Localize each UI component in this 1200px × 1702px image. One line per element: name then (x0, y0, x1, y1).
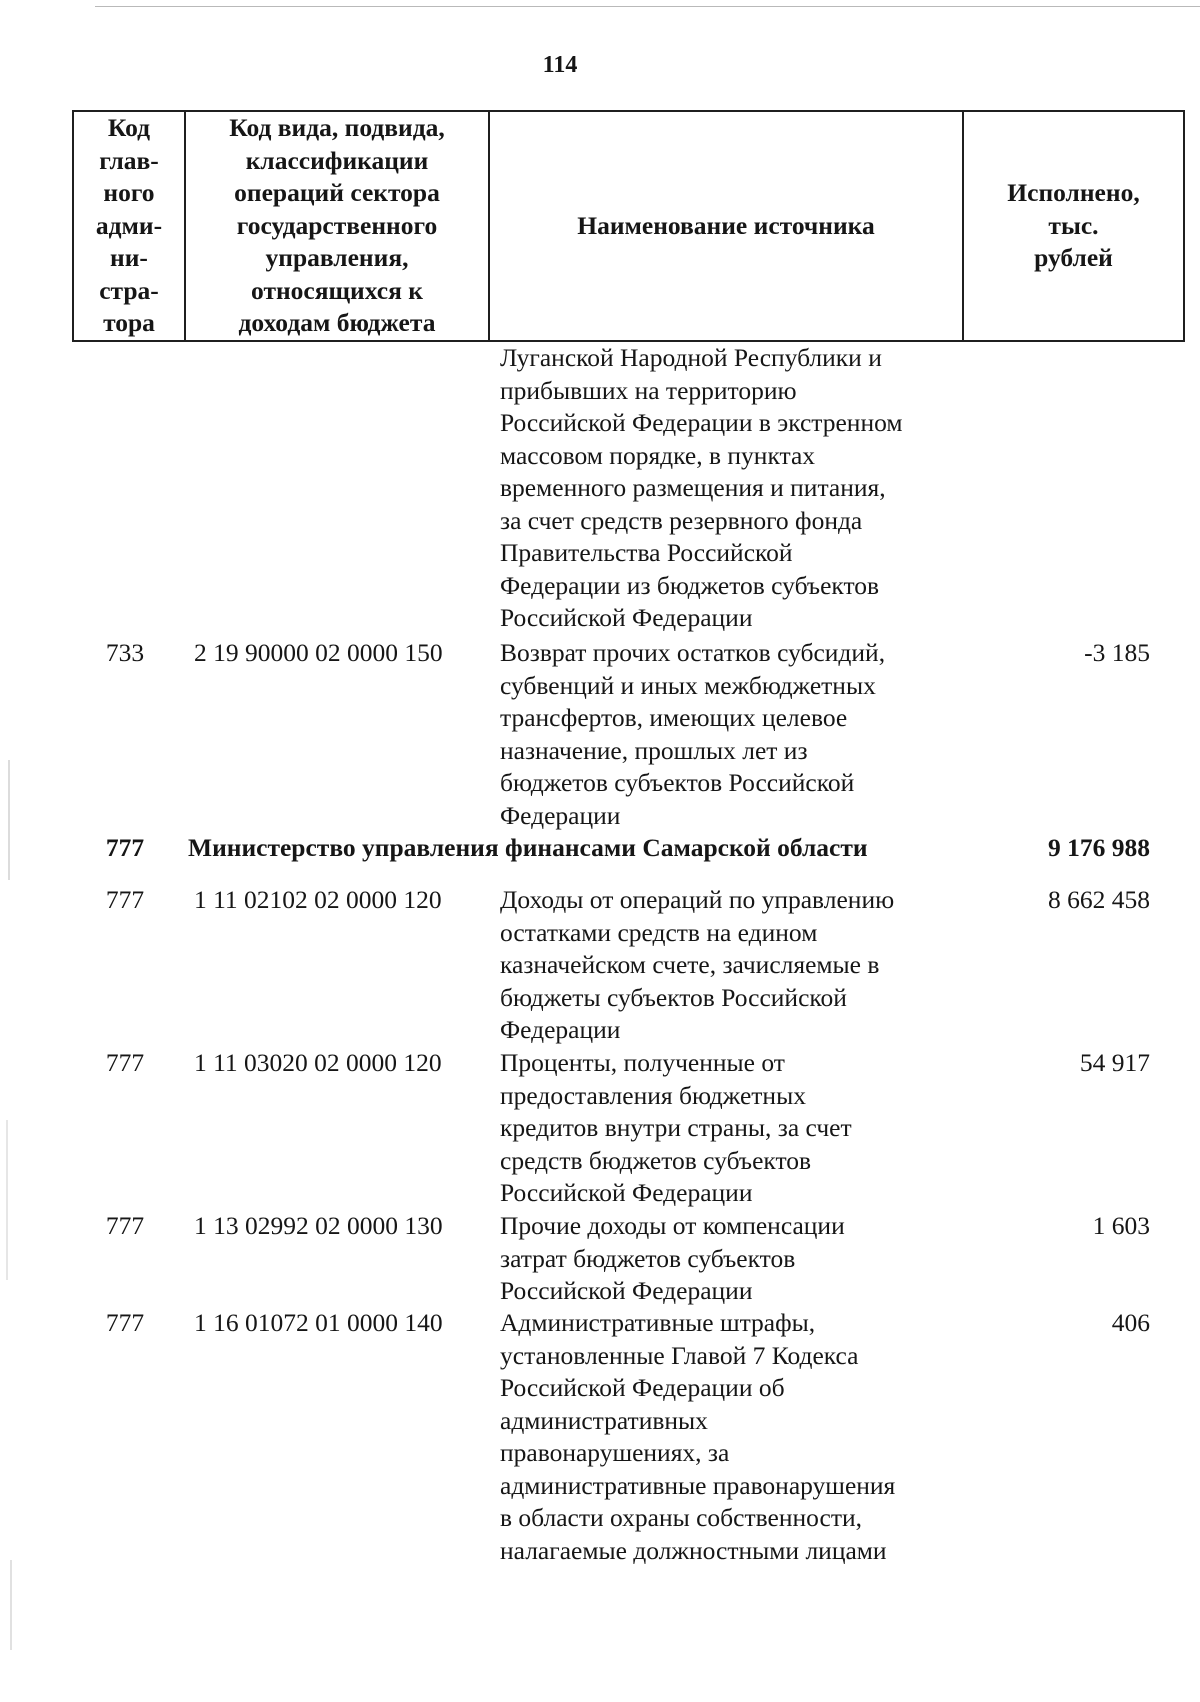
source-name: Административные штрафы, установленные Главой 7 Кодекса Российской Федерации об административных правонарушениях, за административные правонарушения в области охраны собственности, налагаемые должностными лицами (500, 1308, 896, 1565)
header-admin-code: Код глав- ного адми- ни- стра- тора (73, 111, 185, 341)
source-name: Проценты, полученные от предоставления бюджетных кредитов внутри страны, за счет средств бюджетов субъектов Российской Федерации (500, 1048, 852, 1207)
source-name: Доходы от операций по управлению остатками средств на едином казначейском счете, зачисляемые в бюджеты субъектов Российской Федерации (500, 885, 895, 1044)
admin-code: 777 (105, 1211, 145, 1240)
ministry-name: Министерство управления финансами Самарской области (188, 833, 868, 862)
top-rule (95, 6, 1200, 7)
classification-code: 1 16 01072 01 0000 140 (194, 1308, 443, 1337)
classification-code: 1 13 02992 02 0000 130 (194, 1211, 443, 1240)
scan-artifact (6, 1120, 8, 1280)
source-name: Луганской Народной Республики и прибывших на территорию Российской Федерации в экстренном массовом порядке, в пунктах временного размещения и питания, за счет средств резервного фонда Правительства Российской Федерации из бюджетов субъектов Российской Федерации (500, 343, 903, 632)
ministry-amount: 9 176 988 (1048, 833, 1150, 862)
classification-code: 1 11 03020 02 0000 120 (194, 1048, 442, 1077)
header-source-name: Наименование источника (489, 111, 963, 341)
admin-code: 777 (105, 885, 145, 914)
classification-code: 2 19 90000 02 0000 150 (194, 638, 443, 667)
executed-amount: -3 185 (1084, 638, 1150, 667)
admin-code: 777 (105, 1308, 145, 1337)
source-name: Прочие доходы от компенсации затрат бюджетов субъектов Российской Федерации (500, 1211, 845, 1305)
table-header (72, 110, 1185, 342)
executed-amount: 1 603 (1092, 1211, 1150, 1240)
admin-code: 733 (105, 638, 145, 667)
scan-artifact (8, 760, 10, 880)
classification-code: 1 11 02102 02 0000 120 (194, 885, 442, 914)
executed-amount: 406 (1111, 1308, 1150, 1337)
page-number: 114 (542, 52, 578, 78)
header-executed: Исполнено, тыс. рублей (963, 111, 1184, 341)
source-name: Возврат прочих остатков субсидий, субвенций и иных межбюджетных трансфертов, имеющих целевое назначение, прошлых лет из бюджетов субъектов Российской Федерации (500, 638, 886, 830)
executed-amount: 8 662 458 (1048, 885, 1150, 914)
ministry-admin-code: 777 (105, 833, 145, 862)
admin-code: 777 (105, 1048, 145, 1077)
scan-artifact (10, 1560, 12, 1650)
header-classification-code: Код вида, подвида, классификации операций сектора государственного управления, относящихся к доходам бюджета (185, 111, 489, 341)
executed-amount: 54 917 (1079, 1048, 1150, 1077)
